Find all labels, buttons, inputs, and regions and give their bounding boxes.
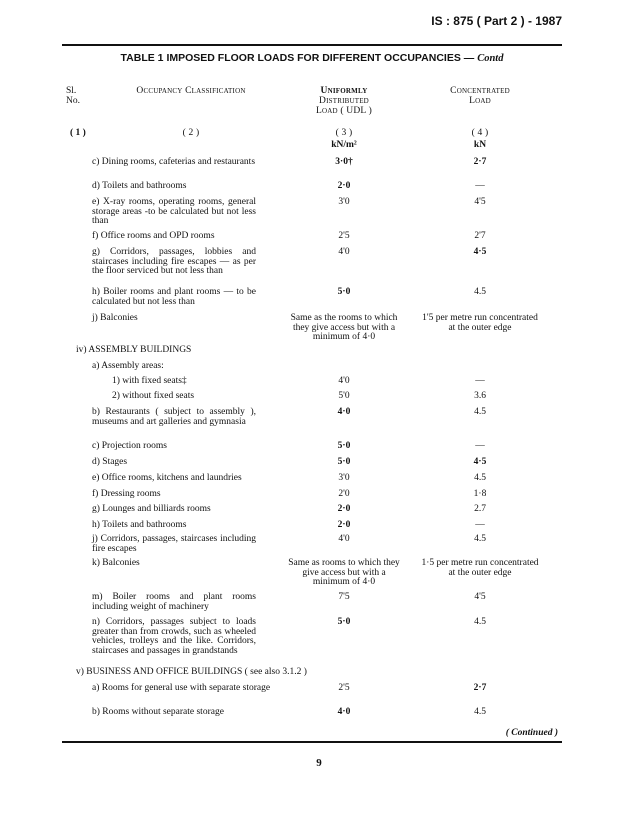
row-desc: j) Corridors, passages, staircases including fire escapes [92,534,256,554]
row-desc: d) Stages [92,457,128,467]
row-udl: 4'0 [338,376,350,386]
row-udl: 4·0 [337,707,351,717]
row-conc: — [475,520,485,530]
sl-header-line1: Sl. [66,86,77,96]
row-conc: — [475,376,485,386]
row-desc: g) Lounges and billiards rooms [92,504,211,514]
row-udl: Same as the rooms to which they give access but with a minimum of 4·0 [290,313,398,342]
row-desc: h) Boiler rooms and plant rooms — to be calculated but not less than [92,287,256,307]
row-udl: Same as rooms to which they give access but with a minimum of 4·0 [288,558,400,587]
document-code-header: IS : 875 ( Part 2 ) - 1987 [431,14,562,28]
row-udl: 7'5 [338,592,350,602]
row-conc: 4.5 [474,534,486,544]
row-conc: 2.7 [474,504,486,514]
row-conc: 2·7 [473,157,487,167]
row-udl: 2'0 [338,489,350,499]
row-conc: 1·8 [473,489,487,499]
row-udl: 5·0 [337,617,351,627]
conc-header-line2: Load [469,96,491,106]
continued-note: ( Continued ) [505,728,558,738]
row-desc: b) Rooms without separate storage [92,707,224,717]
col-num-4: ( 4 ) [471,128,489,138]
row-desc: g) Corridors, passages, lobbies and staircases including fire escapes — as per the floor serviced but not less than [92,247,256,276]
table-title-main: TABLE 1 IMPOSED FLOOR LOADS FOR DIFFERENT OCCUPANCIES — [120,52,475,64]
page-number: 9 [316,757,322,769]
col-num-2: ( 2 ) [182,128,200,138]
row-desc: k) Balconies [92,558,140,568]
row-conc: 3.6 [474,391,486,401]
col-num-3: ( 3 ) [335,128,353,138]
top-rule [62,44,562,46]
row-udl: 3'0 [338,197,350,207]
row-udl: 2'5 [338,231,350,241]
row-udl: 3'0 [338,473,350,483]
row-udl: 4'0 [338,247,350,257]
row-udl: 5·0 [337,287,351,297]
row-desc: 1) with fixed seats‡ [112,376,187,386]
table-title-contd: Contd [477,53,504,64]
row-conc: 4.5 [474,617,486,627]
row-desc: h) Toilets and bathrooms [92,520,187,530]
udl-header-line1: Uniformly [320,86,368,96]
row-udl: 5·0 [337,457,351,467]
row-conc: 4.5 [474,473,486,483]
row-conc: 1·5 per metre run concentrated at the outer edge [421,558,539,578]
bottom-rule [62,741,562,743]
row-conc: 4.5 [474,407,486,417]
row-conc: 4·5 [473,457,487,467]
row-udl: 4'0 [338,534,350,544]
row-desc: c) Projection rooms [92,441,167,451]
row-desc: a) Rooms for general use with separate storage [92,683,271,693]
row-desc: n) Corridors, passages subject to loads greater than from crowds, such as wheeled vehicles, trolleys and the like. Corridors, staircases and passages in grandstands [92,617,256,656]
row-udl: 2·0 [337,181,351,191]
udl-header-line2: Distributed [319,96,369,106]
sl-header-line2: No. [66,96,80,106]
col-num-1: ( 1 ) [70,128,86,138]
table-title [62,52,562,64]
row-udl: 5'0 [338,391,350,401]
unit-conc: kN [473,140,487,150]
row-desc: d) Toilets and bathrooms [92,181,187,191]
row-conc: 4'5 [474,197,486,207]
section-heading: v) BUSINESS AND OFFICE BUILDINGS ( see also 3.1.2 ) [76,667,307,677]
row-conc: 2'7 [474,231,486,241]
unit-udl: kN/m² [331,140,357,150]
section-heading: iv) ASSEMBLY BUILDINGS [76,345,192,355]
row-desc: 2) without fixed seats [112,391,195,401]
sl-no-header [66,86,80,106]
row-conc: 4.5 [474,707,486,717]
udl-header [284,86,404,116]
row-conc: 4·5 [473,247,487,257]
row-conc: — [475,181,485,191]
row-udl: 3·0† [335,157,353,167]
row-desc: m) Boiler rooms and plant rooms including weight of machinery [92,592,256,612]
row-desc: f) Office rooms and OPD rooms [92,231,215,241]
concentrated-header [420,86,540,106]
row-desc: f) Dressing rooms [92,489,161,499]
row-conc: 2·7 [473,683,487,693]
row-udl: 2'5 [338,683,350,693]
row-desc: b) Restaurants ( subject to assembly ), museums and art galleries and gymnasia [92,407,256,427]
conc-header-line1: Concentrated [450,86,510,96]
occupancy-header: Occupancy Classification [136,86,246,96]
row-desc: e) X-ray rooms, operating rooms, general storage areas -to be calculated but not less than [92,197,256,226]
row-desc: a) Assembly areas: [92,361,164,371]
row-conc: 4.5 [474,287,486,297]
row-udl: 2·0 [337,520,351,530]
row-udl: 4·0 [337,407,351,417]
row-desc: e) Office rooms, kitchens and laundries [92,473,242,483]
row-conc: 1'5 per metre run concentrated at the outer edge [422,313,538,333]
row-udl: 5·0 [337,441,351,451]
row-udl: 2·0 [337,504,351,514]
row-desc: j) Balconies [92,313,138,323]
row-conc: — [475,441,485,451]
udl-header-line3: Load ( UDL ) [316,106,372,116]
row-conc: 4'5 [474,592,486,602]
row-desc: c) Dining rooms, cafeterias and restaurants [92,157,256,167]
